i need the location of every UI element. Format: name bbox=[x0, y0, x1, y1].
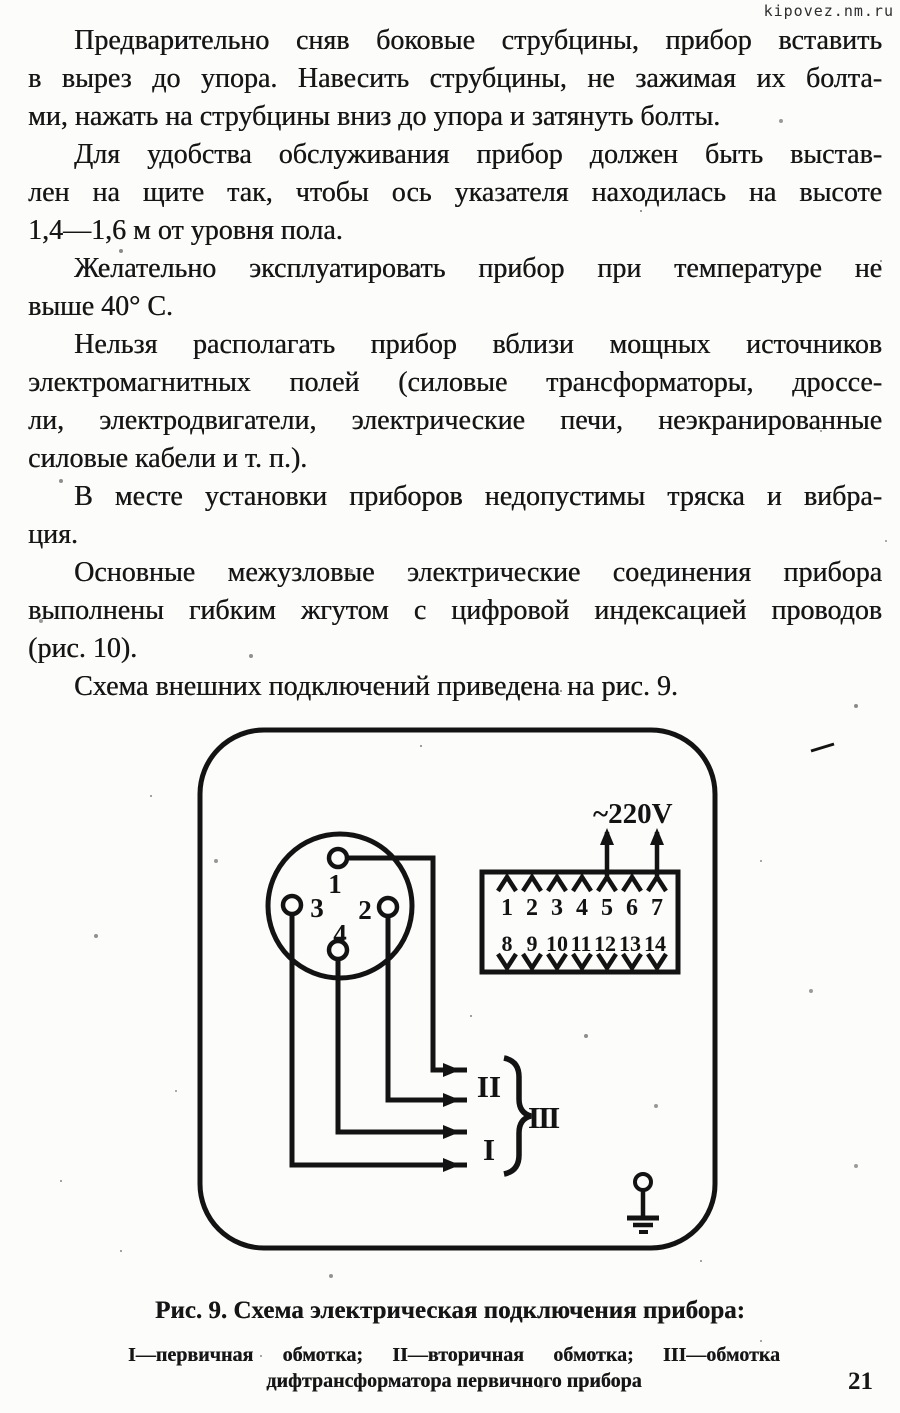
paragraph-line: в вырез до упора. Навесить струбцины, не зажимая их болта- bbox=[28, 63, 882, 94]
chevron-up-icon bbox=[573, 877, 591, 891]
winding-label-secondary: II bbox=[476, 1069, 502, 1104]
pin-1 bbox=[329, 849, 347, 867]
terminal-number: 9 bbox=[526, 931, 538, 956]
figure-legend bbox=[128, 1342, 780, 1394]
scan-dash bbox=[811, 744, 834, 751]
chevron-down-icon bbox=[623, 954, 641, 968]
paragraph-line: лен на щите так, чтобы ось указателя находилась на высоте bbox=[28, 177, 882, 208]
terminal-number: 12 bbox=[594, 931, 616, 956]
chevron-up-icon bbox=[623, 877, 641, 891]
terminal-arrows-bottom bbox=[498, 954, 666, 968]
pin-label-4: 4 bbox=[333, 919, 347, 949]
arrow-icon bbox=[443, 1063, 460, 1077]
paragraph-line: Основные межузловые электрические соединения прибора bbox=[74, 557, 882, 588]
watermark: kipovez.nm.ru bbox=[763, 2, 894, 20]
body-text bbox=[28, 22, 882, 706]
terminal-number: 5 bbox=[601, 895, 613, 921]
terminal-number: 13 bbox=[619, 931, 641, 956]
terminal-number: 11 bbox=[570, 931, 592, 956]
terminal-number: 7 bbox=[651, 895, 663, 921]
chevron-down-icon bbox=[573, 954, 591, 968]
chevron-up-icon bbox=[523, 877, 541, 891]
paragraph-line: В месте установки приборов недопустимы тряска и вибра- bbox=[74, 481, 882, 512]
paragraph-line: выше 40° С. bbox=[28, 291, 173, 322]
paragraph-line: ли, электродвигатели, электрические печи, неэкранированные bbox=[28, 405, 882, 436]
figure-legend-line: дифтрансформатора первичного прибора bbox=[266, 1370, 642, 1392]
terminal-number: 14 bbox=[644, 931, 666, 956]
paragraph-line: Для удобства обслуживания прибор должен быть выстав- bbox=[74, 139, 882, 170]
supply-lines bbox=[607, 832, 657, 876]
brace bbox=[504, 1058, 531, 1174]
chevron-down-icon bbox=[498, 954, 516, 968]
chevron-up-icon bbox=[498, 877, 516, 891]
paragraph-line: силовые кабели и т. п.). bbox=[28, 443, 308, 474]
terminal-number: 2 bbox=[526, 895, 538, 921]
wire-pin1 bbox=[347, 858, 467, 1070]
pin-label-2: 2 bbox=[358, 895, 372, 925]
chevron-down-icon bbox=[598, 954, 616, 968]
terminal-number: 1 bbox=[501, 895, 513, 921]
figure-legend-line: I—первичная обмотка; II—вторичная обмотка; III—обмотка bbox=[128, 1344, 780, 1366]
terminal-number: 10 bbox=[546, 931, 568, 956]
wire-arrowheads bbox=[443, 1063, 460, 1172]
paragraph-line: выполнены гибким жгутом с цифровой индексацией проводов bbox=[28, 595, 882, 626]
arrow-icon bbox=[443, 1158, 460, 1172]
paragraph-line: ми, нажать на струбцины вниз до упора и затянуть болты. bbox=[28, 101, 721, 132]
paragraph-line: Схема внешних подключений приведена на рис. 9. bbox=[74, 671, 678, 702]
winding-label-diff: III bbox=[528, 1100, 559, 1135]
terminal-number: 3 bbox=[551, 895, 563, 921]
paragraph-line: Желательно эксплуатировать прибор при температуре не bbox=[74, 253, 882, 284]
terminal-number: 6 bbox=[626, 895, 638, 921]
wire-pin3 bbox=[292, 914, 467, 1165]
pin-label-3: 3 bbox=[310, 893, 324, 923]
voltage-label: ~220V bbox=[593, 798, 673, 830]
ground-icon bbox=[627, 1174, 659, 1232]
paragraph-line: Предварительно сняв боковые струбцины, прибор вставить bbox=[74, 25, 882, 56]
paragraph-line: 1,4—1,6 м от уровня пола. bbox=[28, 215, 343, 246]
figure-9-diagram bbox=[0, 690, 900, 1290]
scan-noise bbox=[0, 0, 2, 2]
chevron-up-icon bbox=[548, 877, 566, 891]
wire-pin4 bbox=[338, 959, 467, 1132]
arrow-up-icon bbox=[650, 828, 664, 845]
pin-label-1: 1 bbox=[328, 869, 342, 899]
chevron-down-icon bbox=[548, 954, 566, 968]
chevron-down-icon bbox=[648, 954, 666, 968]
page-number: 21 bbox=[848, 1368, 873, 1395]
chevron-up-icon bbox=[598, 877, 616, 891]
terminal-number: 4 bbox=[576, 895, 588, 921]
paragraph-line: ция. bbox=[28, 519, 78, 550]
chevron-up-icon bbox=[648, 877, 666, 891]
terminal-number: 8 bbox=[501, 931, 513, 956]
paragraph-line: Нельзя располагать прибор вблизи мощных источников bbox=[74, 329, 882, 360]
paragraph-line: (рис. 10). bbox=[28, 633, 138, 664]
pin-2 bbox=[379, 898, 397, 916]
arrow-up-icon bbox=[600, 828, 614, 845]
terminal-arrows-top bbox=[498, 877, 666, 891]
arrow-icon bbox=[443, 1125, 460, 1139]
paragraph-line: электромагнитных полей (силовые трансформаторы, дроссе- bbox=[28, 367, 882, 398]
winding-label-primary: I bbox=[482, 1132, 496, 1167]
chevron-down-icon bbox=[523, 954, 541, 968]
pin-3 bbox=[283, 896, 301, 914]
supply-arrowheads bbox=[600, 828, 664, 845]
arrow-icon bbox=[443, 1093, 460, 1107]
figure-caption: Рис. 9. Схема электрическая подключения прибора: bbox=[155, 1297, 745, 1324]
